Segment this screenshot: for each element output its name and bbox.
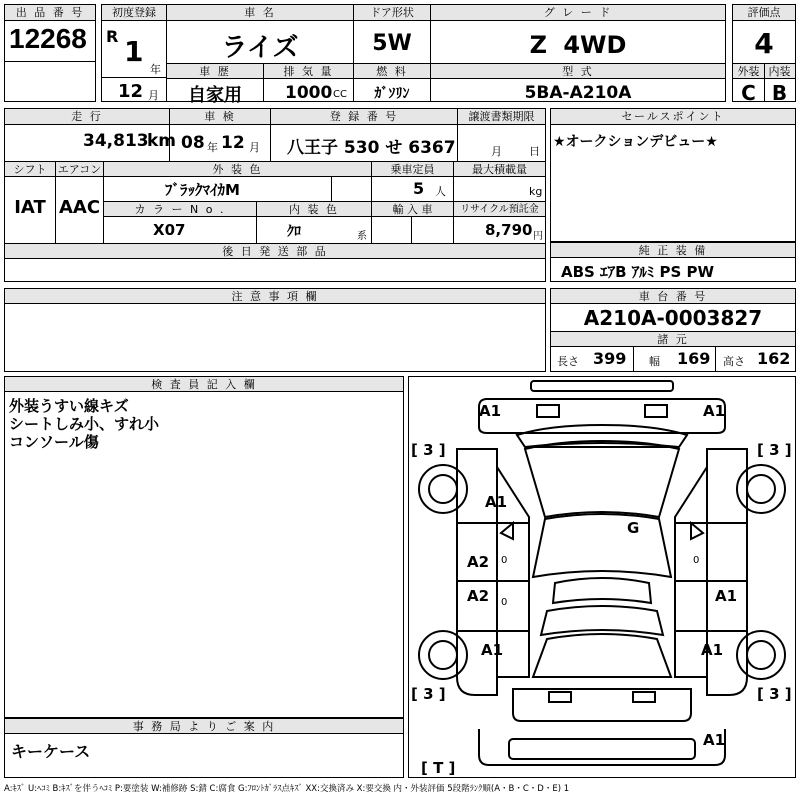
spec-width: 169 bbox=[677, 349, 711, 368]
first-reg-year: 1 bbox=[124, 35, 144, 68]
capacity: 5 bbox=[413, 179, 425, 198]
int-color: ｸﾛ bbox=[287, 224, 301, 240]
model: 5BA-A210A bbox=[524, 83, 632, 103]
inspector-line-1: 外装うすい線キズ bbox=[9, 397, 129, 415]
car-diagram-svg bbox=[409, 377, 795, 777]
history: 自家用 bbox=[188, 85, 242, 106]
int-color-label: 内 装 色 bbox=[257, 202, 371, 217]
plate: 八王子 530 せ 6367 bbox=[287, 138, 456, 158]
lot-box bbox=[4, 4, 96, 102]
lot-number: 12268 bbox=[9, 23, 87, 54]
mark-tire-front-left: [ 3 ] bbox=[411, 441, 446, 459]
inspector-box bbox=[4, 376, 404, 718]
inspection-month-unit: 月 bbox=[249, 141, 260, 154]
mark-a1-rear-left: A1 bbox=[481, 641, 504, 659]
mark-a1-rear-right: A1 bbox=[701, 641, 724, 659]
later-parts-label: 後 日 発 送 部 品 bbox=[5, 244, 545, 259]
mark-zero-2: 0 bbox=[693, 555, 700, 566]
mileage: 34,813 bbox=[83, 131, 149, 151]
int-color-unit: 系 bbox=[357, 231, 367, 242]
notes-label: 注 意 事 項 欄 bbox=[5, 289, 545, 304]
aircon-label: エアコン bbox=[57, 163, 102, 176]
capacity-label: 乗車定員 bbox=[372, 162, 453, 177]
mark-a1-front-left: A1 bbox=[479, 402, 502, 420]
inspection-year: 08 bbox=[181, 133, 205, 153]
equipment-box bbox=[550, 242, 796, 282]
recycle-unit: 円 bbox=[533, 231, 543, 242]
inspection-year-unit: 年 bbox=[207, 141, 218, 154]
mark-a1-rear-bumper: A1 bbox=[703, 731, 726, 749]
chassis-number: A210A-0003827 bbox=[583, 306, 763, 330]
inspection-label: 車 検 bbox=[170, 109, 270, 125]
first-reg-box bbox=[101, 4, 167, 102]
car-diagram bbox=[408, 376, 796, 778]
model-label: 型 式 bbox=[431, 64, 725, 79]
mark-a1-hood: A1 bbox=[485, 493, 508, 511]
score-label: 評価点 bbox=[733, 5, 795, 21]
displacement-label: 排 気 量 bbox=[264, 64, 353, 79]
first-reg-month-unit: 月 bbox=[148, 89, 159, 102]
mark-trunk: [ T ] bbox=[421, 759, 456, 777]
doors-label: ドア形状 bbox=[354, 5, 430, 21]
vehicle-info-block bbox=[4, 108, 546, 282]
shift: IAT bbox=[14, 197, 46, 218]
mark-zero-3: 0 bbox=[501, 597, 508, 608]
mark-a2-rear-door: A2 bbox=[467, 587, 490, 605]
plate-label: 登 録 番 号 bbox=[271, 109, 457, 125]
inspector-line-3: コンソール傷 bbox=[9, 433, 99, 451]
specs-label: 諸 元 bbox=[551, 332, 795, 347]
score-box bbox=[732, 4, 796, 105]
max-load-unit: kg bbox=[529, 185, 543, 198]
capacity-unit: 人 bbox=[435, 185, 446, 198]
aircon: AAC bbox=[58, 197, 101, 218]
recycle: 8,790 bbox=[485, 221, 533, 239]
max-load-label: 最大積載量 bbox=[454, 162, 545, 177]
ext-color: ﾌﾞﾗｯｸﾏｲｶM bbox=[165, 181, 240, 199]
mileage-label: 走 行 bbox=[5, 109, 169, 125]
spec-height: 162 bbox=[757, 349, 791, 368]
mileage-unit: km bbox=[147, 131, 177, 151]
main-info-box bbox=[166, 4, 726, 106]
score: 4 bbox=[754, 27, 774, 60]
spec-height-label: 高さ bbox=[723, 355, 745, 368]
header-block bbox=[4, 4, 796, 104]
inspector-label: 検 査 員 記 入 欄 bbox=[5, 377, 403, 392]
color-no: X07 bbox=[153, 221, 186, 239]
chassis-box bbox=[550, 288, 796, 372]
mark-tire-front-right: [ 3 ] bbox=[757, 441, 792, 459]
interior-grade-label: 内装 bbox=[764, 64, 795, 79]
doors: 5W bbox=[372, 31, 412, 56]
transfer-day: 日 bbox=[529, 145, 540, 158]
fuel: ｶﾞｿﾘﾝ bbox=[374, 86, 410, 102]
office-note: キーケース bbox=[11, 742, 91, 761]
office-label: 事 務 局 よ り ご 案 内 bbox=[5, 719, 403, 734]
color-no-label: カ ラ ー N o . bbox=[104, 202, 256, 217]
spec-length: 399 bbox=[593, 349, 627, 368]
notes-box bbox=[4, 288, 546, 372]
displacement-unit: CC bbox=[333, 89, 347, 100]
lot-label: 出 品 番 号 bbox=[5, 5, 95, 21]
equipment-label: 純 正 装 備 bbox=[551, 243, 795, 258]
mark-a2-front-door: A2 bbox=[467, 553, 490, 571]
first-reg-era: R bbox=[106, 27, 119, 46]
mark-a1-rear-door-right: A1 bbox=[715, 587, 738, 605]
mark-g-windshield: G bbox=[627, 519, 640, 537]
first-reg-label: 初度登録 bbox=[102, 5, 166, 21]
mark-zero-1: 0 bbox=[501, 555, 508, 566]
sales-point-label: セールスポイント bbox=[551, 109, 795, 125]
shift-label: シフト bbox=[5, 162, 55, 177]
equipment: ABS ｴｱB ｱﾙﾐ PS PW bbox=[561, 263, 715, 281]
mark-tire-rear-right: [ 3 ] bbox=[757, 685, 792, 703]
office-box bbox=[4, 718, 404, 778]
displacement: 1000 bbox=[285, 83, 333, 103]
grade: Z 4WD bbox=[529, 31, 627, 59]
exterior-grade-label: 外装 bbox=[733, 64, 764, 79]
chassis-label: 車 台 番 号 bbox=[551, 289, 795, 304]
transfer-month: 月 bbox=[491, 145, 502, 158]
grade-label: グ レ ー ド bbox=[431, 5, 725, 21]
spec-length-label: 長さ bbox=[557, 355, 579, 368]
fuel-label: 燃 料 bbox=[354, 64, 430, 79]
car-name: ライズ bbox=[221, 33, 299, 63]
ext-color-label: 外 装 色 bbox=[104, 162, 371, 177]
transfer-label: 譲渡書類期限 bbox=[458, 109, 545, 125]
mark-tire-rear-left: [ 3 ] bbox=[411, 685, 446, 703]
inspector-line-2: シートしみ小、すれ小 bbox=[9, 415, 160, 433]
interior-grade: B bbox=[771, 81, 788, 105]
sales-point: ★オークションデビュー★ bbox=[553, 134, 718, 150]
first-reg-year-unit: 年 bbox=[150, 63, 161, 76]
history-label: 車 歴 bbox=[167, 64, 263, 79]
spec-width-label: 幅 bbox=[649, 355, 660, 368]
car-name-label: 車 名 bbox=[167, 5, 353, 21]
inspection-month: 12 bbox=[221, 133, 245, 153]
first-reg-month: 12 bbox=[118, 81, 144, 102]
exterior-grade: C bbox=[741, 81, 756, 105]
mark-a1-front-right: A1 bbox=[703, 402, 726, 420]
recycle-label: リサイクル預託金 bbox=[454, 202, 545, 217]
legend: A:ｷｽﾞ U:ﾍｺﾐ B:ｷｽﾞを伴うﾍｺﾐ P:要塗装 W:補修跡 S:錆 C:腐食 G:ﾌﾛﾝﾄｶﾞﾗｽ点ｷｽﾞ XX:交換済み X:要交換 内・外装評価 5段階ﾗﾝｸ順(A・B・C・D・E) 1 bbox=[4, 784, 570, 794]
sales-point-box bbox=[550, 108, 796, 242]
import-label: 輸 入 車 bbox=[372, 202, 453, 217]
